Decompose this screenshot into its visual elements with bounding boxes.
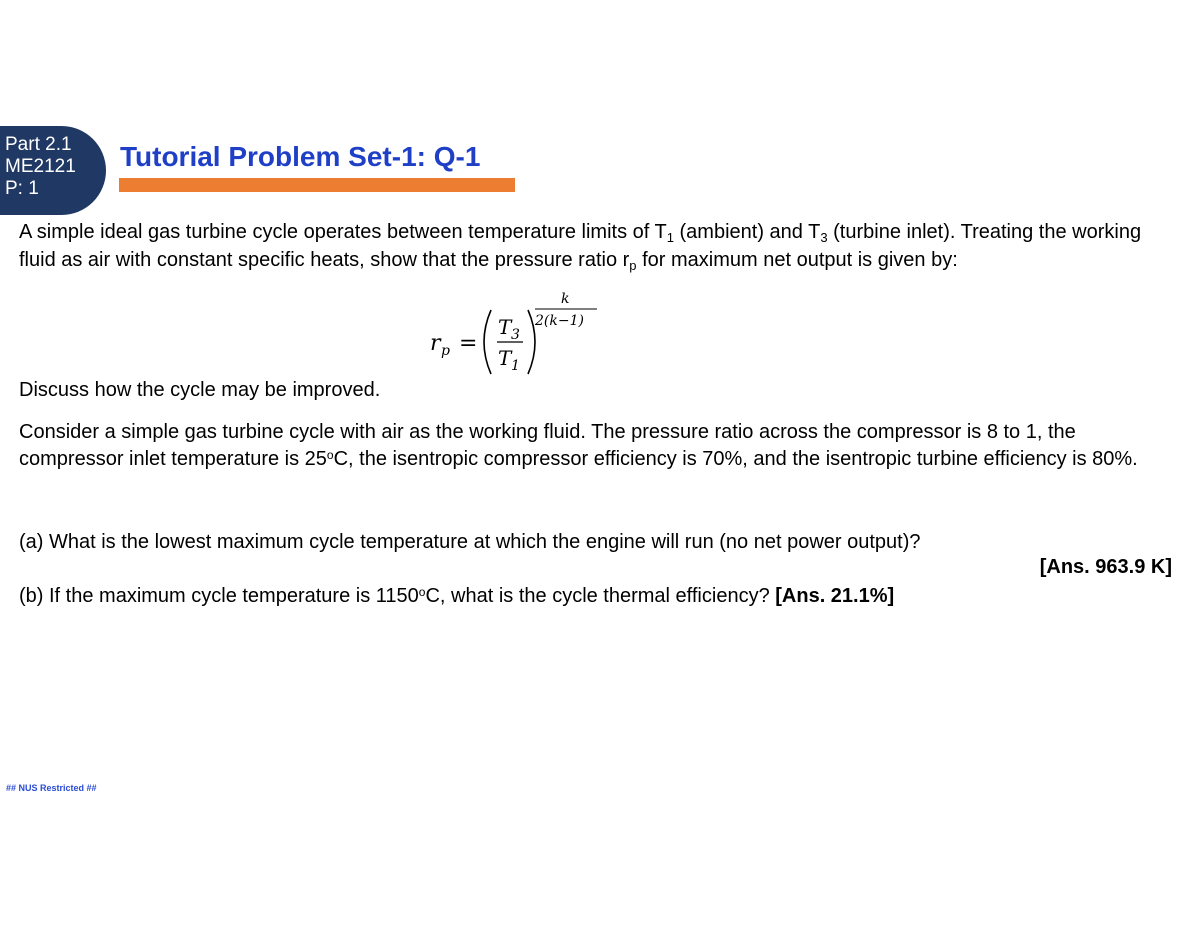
badge-part: Part 2.1	[5, 134, 72, 155]
part-badge	[0, 126, 106, 215]
formula-lhs-sub: p	[441, 343, 450, 359]
pressure-ratio-formula	[425, 290, 625, 380]
title-underline-bar	[119, 178, 515, 192]
formula-numerator-sub: 3	[511, 327, 520, 343]
left-paren	[484, 310, 491, 374]
formula-denominator: T	[498, 346, 512, 370]
exponent-numerator: k	[561, 291, 570, 307]
formula-numerator: T	[498, 315, 512, 339]
formula-lhs: r	[430, 331, 441, 356]
page-title: Tutorial Problem Set-1: Q-1	[120, 141, 481, 172]
right-paren	[528, 310, 535, 374]
intro-paragraph: A simple ideal gas turbine cycle operates between temperature limits of $T_1$ (ambient) and $T_3$ (turbine inlet). Treating the working fluid as air with constant specific heats, show that the pressure ratio $r_p$ for maximum net output is given by:	[19, 221, 1142, 273]
answer-a: [Ans. 963.9 K]	[1039, 556, 1172, 578]
exponent-denominator: 2(k−1)	[535, 313, 584, 329]
formula-equals: =	[459, 331, 478, 356]
discuss-paragraph: Discuss how the cycle may be improved.	[19, 379, 381, 401]
badge-course: ME2121	[5, 156, 76, 177]
question-a: (a) What is the lowest maximum cycle temperature at which the engine will run (no net power output)?	[19, 531, 921, 553]
question-b: (b) If the maximum cycle temperature is 1150$^o$C, what is the cycle thermal efficiency? [Ans. 21.1%]	[19, 585, 895, 607]
consider-paragraph: Consider a simple gas turbine cycle with air as the working fluid. The pressure ratio across the compressor is 8 to 1, the compressor inlet temperature is 25$^o$C, the isentropic compressor efficiency is 70%, and the isentropic turbine efficiency is 80%.	[19, 421, 1138, 470]
restriction-footer: ## NUS Restricted ##	[6, 783, 97, 793]
badge-page: P: 1	[5, 178, 39, 199]
answer-b: [Ans. 21.1%]	[775, 585, 895, 607]
formula-denominator-sub: 1	[511, 358, 520, 374]
